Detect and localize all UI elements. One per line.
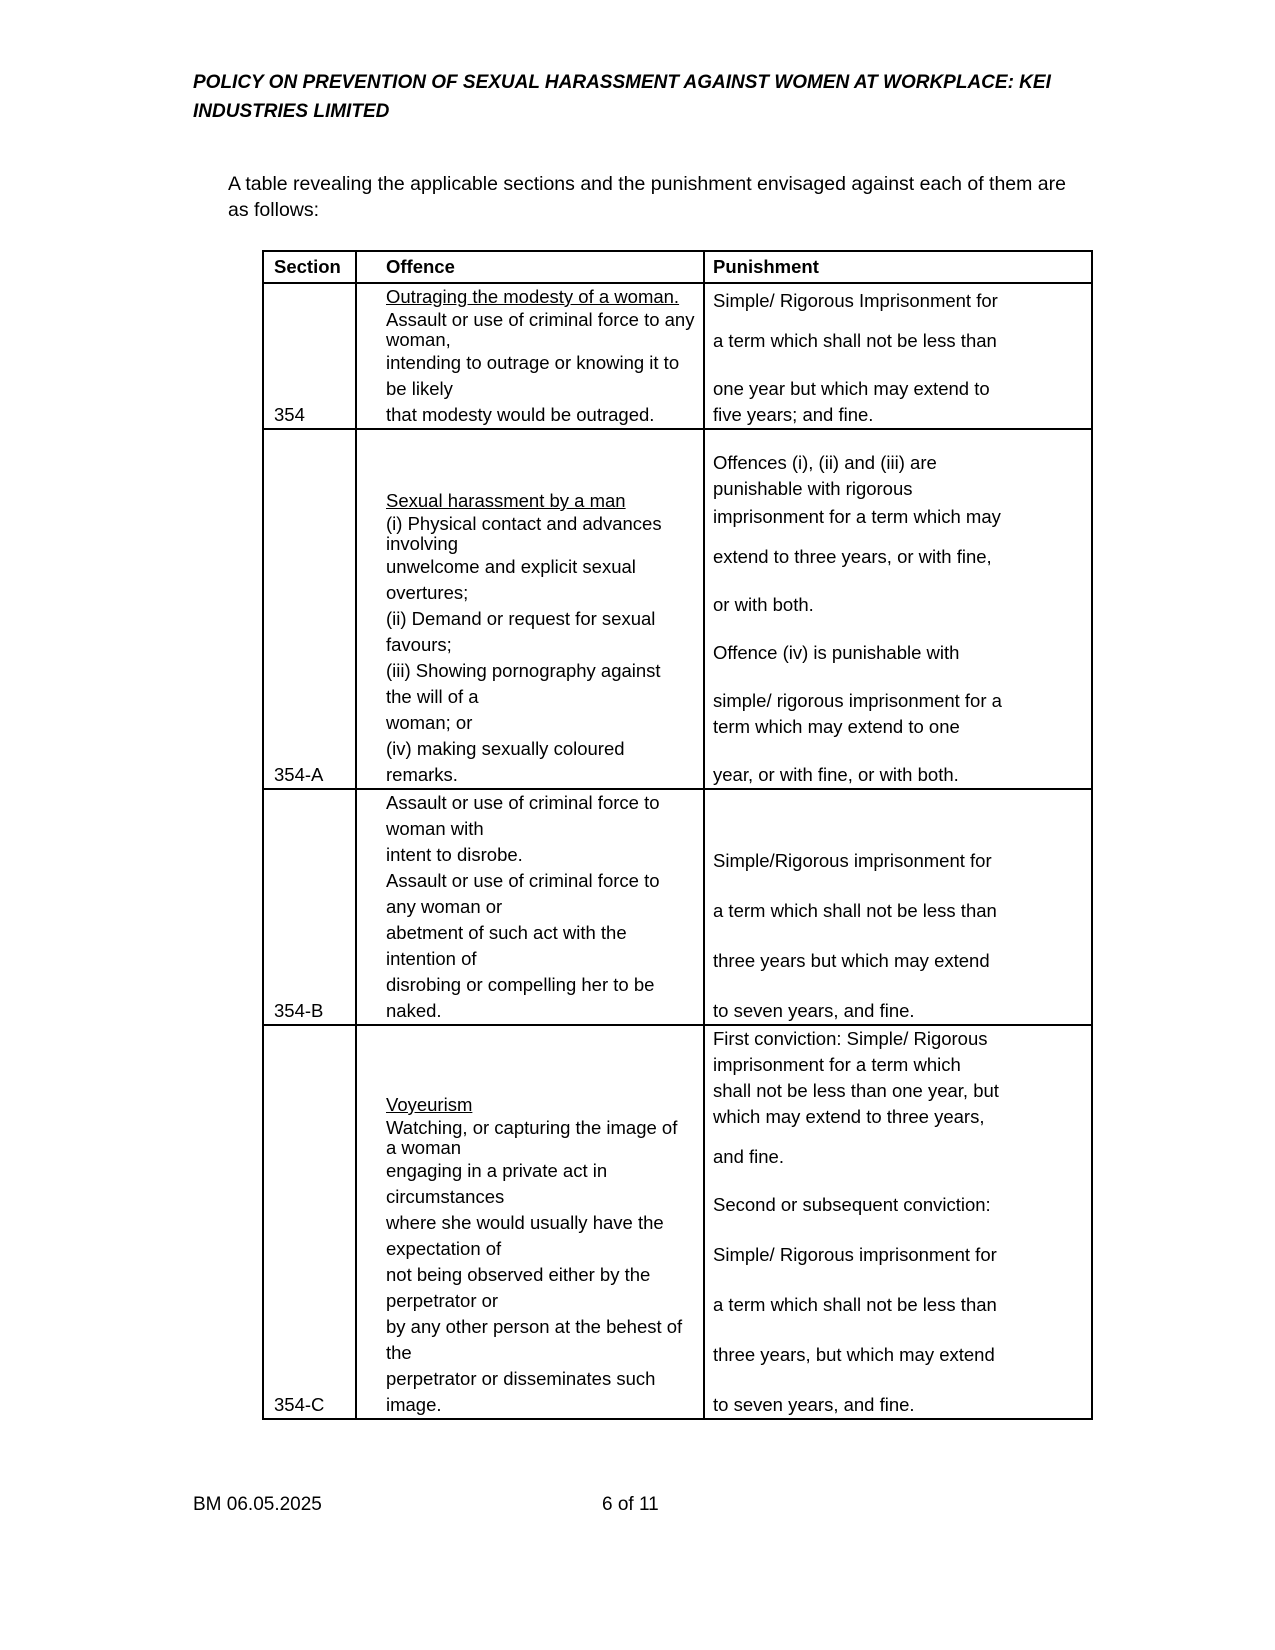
row-punishment xyxy=(704,1025,1092,1419)
punishment-line: Simple/Rigorous imprisonment for xyxy=(713,850,992,871)
punishment-line: Simple/ Rigorous imprisonment for xyxy=(713,1244,997,1265)
punishment-line: punishable with rigorous xyxy=(713,478,913,499)
offence-line: woman; or xyxy=(386,712,473,733)
offence-line: the xyxy=(386,1342,412,1363)
punishment-line: year, or with fine, or with both. xyxy=(713,764,959,785)
punishment-line: three years, but which may extend xyxy=(713,1344,995,1365)
row-section: 354-B xyxy=(263,789,356,1025)
row-offence xyxy=(356,789,704,1025)
offence-line: woman with xyxy=(386,818,484,839)
offence-line: (iii) Showing pornography against xyxy=(386,660,661,681)
offence-line: intent to disrobe. xyxy=(386,844,523,865)
offence-line: intending to outrage or knowing it to xyxy=(386,352,680,373)
punishment-line: to seven years, and fine. xyxy=(713,1000,915,1021)
offence-line: remarks. xyxy=(386,764,458,785)
row-offence xyxy=(356,1025,704,1419)
punishment-line: simple/ rigorous imprisonment for a xyxy=(713,690,1002,711)
offence-line: any woman or xyxy=(386,896,503,917)
offence-line: perpetrator or xyxy=(386,1290,499,1311)
header-offence: Offence xyxy=(356,251,704,283)
offence-line: favours; xyxy=(386,634,452,655)
punishment-line: imprisonment for a term which may xyxy=(713,506,1001,527)
offence-line: disrobing or compelling her to be xyxy=(386,974,655,995)
offence-line: intention of xyxy=(386,948,477,969)
offence-line: by any other person at the behest of xyxy=(386,1316,683,1337)
punishment-line: and fine. xyxy=(713,1146,784,1167)
offence-line: where she would usually have the xyxy=(386,1212,664,1233)
offence-line: Watching, or capturing the image of xyxy=(386,1117,678,1138)
punishment-line: Offence (iv) is punishable with xyxy=(713,642,960,663)
offence-line: Assault or use of criminal force to xyxy=(386,870,660,891)
footer-date-ref: BM 06.05.2025 xyxy=(193,1494,322,1515)
row-offence xyxy=(356,283,704,429)
punishment-line: imprisonment for a term which xyxy=(713,1054,961,1075)
punishment-line: a term which shall not be less than xyxy=(713,1294,997,1315)
offence-line: Assault or use of criminal force to xyxy=(386,792,660,813)
punishment-line: or with both. xyxy=(713,594,814,615)
intro-line2: as follows: xyxy=(228,199,320,221)
offence-line: that modesty would be outraged. xyxy=(386,404,655,425)
offence-line: engaging in a private act in xyxy=(386,1160,608,1181)
offence-title: Sexual harassment by a man xyxy=(386,490,626,511)
punishment-line: five years; and fine. xyxy=(713,404,874,425)
offence-line: circumstances xyxy=(386,1186,505,1207)
punishment-line: First conviction: Simple/ Rigorous xyxy=(713,1028,988,1049)
punishment-line: a term which shall not be less than xyxy=(713,330,997,351)
offence-line: not being observed either by the xyxy=(386,1264,651,1285)
punishment-line: three years but which may extend xyxy=(713,950,990,971)
offence-line: involving xyxy=(386,533,458,554)
header-section: Section xyxy=(263,251,356,283)
offence-line: perpetrator or disseminates such xyxy=(386,1368,656,1389)
punishment-line: Second or subsequent conviction: xyxy=(713,1194,991,1215)
row-section: 354-A xyxy=(263,429,356,789)
page-number: 6 of 11 xyxy=(602,1494,659,1515)
header-title-line2: INDUSTRIES LIMITED xyxy=(193,101,390,122)
row-offence xyxy=(356,429,704,789)
offence-line: (ii) Demand or request for sexual xyxy=(386,608,656,629)
offence-line: expectation of xyxy=(386,1238,502,1259)
offence-line: unwelcome and explicit sexual xyxy=(386,556,636,577)
header-punishment: Punishment xyxy=(704,251,1092,283)
punishment-line: Offences (i), (ii) and (iii) are xyxy=(713,452,937,473)
table-header-row xyxy=(263,251,1092,283)
offence-line: abetment of such act with the xyxy=(386,922,627,943)
row-section: 354-C xyxy=(263,1025,356,1419)
offences-table xyxy=(262,250,1093,1420)
punishment-line: extend to three years, or with fine, xyxy=(713,546,992,567)
table-row xyxy=(263,429,1092,789)
offence-line: be likely xyxy=(386,378,453,399)
punishment-line: shall not be less than one year, but xyxy=(713,1080,999,1101)
offence-title: Outraging the modesty of a woman. xyxy=(386,286,680,307)
offence-line: naked. xyxy=(386,1000,442,1021)
punishment-line: Simple/ Rigorous Imprisonment for xyxy=(713,290,998,311)
offence-line: (i) Physical contact and advances xyxy=(386,513,662,534)
intro-paragraph xyxy=(228,171,1108,223)
row-section: 354 xyxy=(263,283,356,429)
offence-line: Assault or use of criminal force to any xyxy=(386,309,695,330)
intro-line1: A table revealing the applicable sections and the punishment envisaged against each of them are xyxy=(228,173,1066,195)
offence-line: a woman xyxy=(386,1137,462,1158)
punishment-line: a term which shall not be less than xyxy=(713,900,997,921)
punishment-line: which may extend to three years, xyxy=(713,1106,985,1127)
offence-line: (iv) making sexually coloured xyxy=(386,738,625,759)
row-punishment xyxy=(704,429,1092,789)
document-header xyxy=(193,68,1093,126)
table-row xyxy=(263,789,1092,1025)
punishment-line: term which may extend to one xyxy=(713,716,960,737)
table-row xyxy=(263,283,1092,429)
header-title-line1: POLICY ON PREVENTION OF SEXUAL HARASSMENT AGAINST WOMEN AT WORKPLACE: KEI xyxy=(193,72,1051,93)
offence-line: overtures; xyxy=(386,582,469,603)
offence-title: Voyeurism xyxy=(386,1094,473,1115)
offence-line: image. xyxy=(386,1394,442,1415)
punishment-line: to seven years, and fine. xyxy=(713,1394,915,1415)
table-row xyxy=(263,1025,1092,1419)
offence-line: the will of a xyxy=(386,686,479,707)
offence-line: woman, xyxy=(386,329,451,350)
row-punishment xyxy=(704,283,1092,429)
punishment-line: one year but which may extend to xyxy=(713,378,990,399)
row-punishment xyxy=(704,789,1092,1025)
